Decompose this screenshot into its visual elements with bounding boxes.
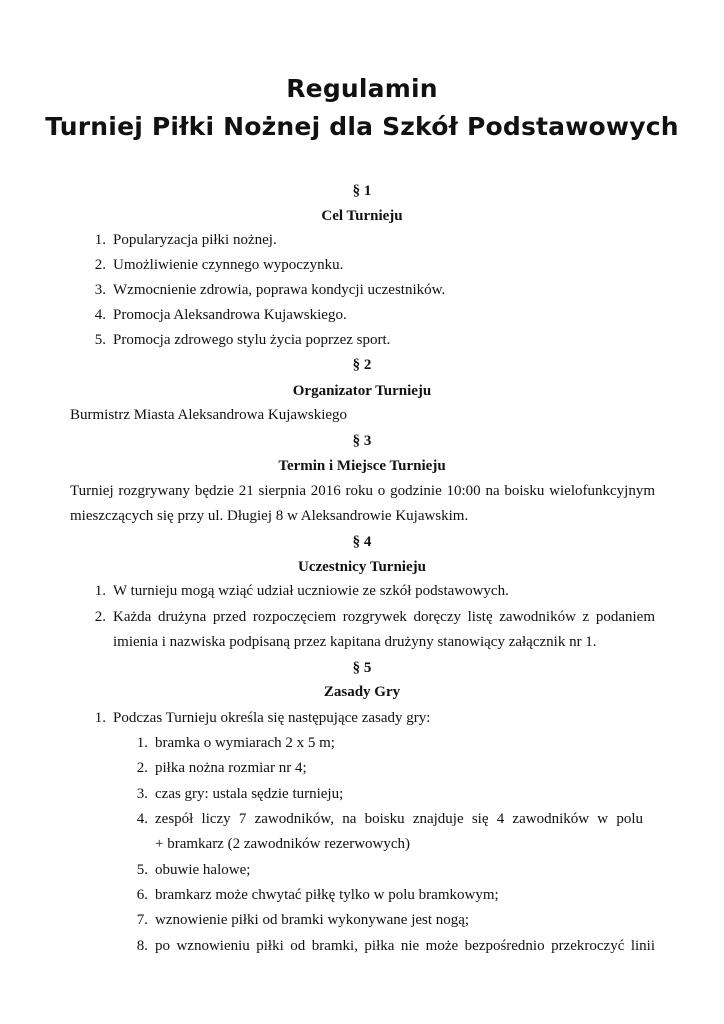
rule-number: 4. <box>136 811 148 827</box>
list-item-number: 3. <box>94 282 106 298</box>
section-2-sign: § 2 <box>352 357 372 373</box>
list-item-number: 1. <box>94 710 106 726</box>
section-1-sign: § 1 <box>352 183 372 199</box>
rule-item: zespół liczy 7 zawodników, na boisku znajduje się 4 zawodników w polu <box>155 811 643 827</box>
rule-item: obuwie halowe; <box>155 862 251 878</box>
section-4-sign: § 4 <box>352 534 372 550</box>
rule-number: 3. <box>136 786 148 802</box>
list-item: Promocja zdrowego stylu życia poprzez sport. <box>113 332 391 348</box>
section-5-heading: Zasady Gry <box>323 684 401 700</box>
list-item-number: 5. <box>94 332 106 348</box>
organizer-text: Burmistrz Miasta Aleksandrowa Kujawskiego <box>70 407 348 423</box>
rule-item: po wznowieniu piłki od bramki, piłka nie może bezpośrednio przekroczyć linii <box>155 938 655 954</box>
rule-number: 1. <box>136 735 148 751</box>
rule-item-continuation: + bramkarz (2 zawodników rezerwowych) <box>155 836 411 852</box>
list-item: Popularyzacja piłki nożnej. <box>113 232 277 248</box>
date-place-line-2: mieszczących się przy ul. Długiej 8 w Aleksandrowie Kujawskim. <box>70 508 469 524</box>
section-3-sign: § 3 <box>352 433 372 449</box>
list-item: Umożliwienie czynnego wypoczynku. <box>113 257 344 273</box>
list-item: Podczas Turnieju określa się następujące zasady gry: <box>113 710 431 726</box>
date-place-line-1: Turniej rozgrywany będzie 21 sierpnia 2016 roku o godzinie 10:00 na boisku wielofunkcyjnym <box>70 483 655 499</box>
section-4-heading: Uczestnicy Turnieju <box>298 559 426 575</box>
document-subtitle: Turniej Piłki Nożnej dla Szkół Podstawowych <box>45 112 679 141</box>
section-3-heading: Termin i Miejsce Turnieju <box>278 458 446 474</box>
rule-number: 2. <box>136 760 148 776</box>
document-title: Regulamin <box>286 74 438 103</box>
rule-item: wznowienie piłki od bramki wykonywane jest nogą; <box>155 912 470 928</box>
rule-item: bramka o wymiarach 2 x 5 m; <box>155 735 335 751</box>
rule-item: piłka nożna rozmiar nr 4; <box>155 760 307 776</box>
rule-item: bramkarz może chwytać piłkę tylko w polu bramkowym; <box>155 887 499 903</box>
section-1-heading: Cel Turnieju <box>321 208 403 224</box>
list-item-number: 1. <box>94 232 106 248</box>
list-item-number: 2. <box>94 609 106 625</box>
rule-number: 5. <box>136 862 148 878</box>
rule-number: 8. <box>136 938 148 954</box>
list-item-continuation: imienia i nazwiska podpisaną przez kapitana drużyny stanowiący załącznik nr 1. <box>113 634 597 650</box>
list-item-number: 2. <box>94 257 106 273</box>
rule-item: czas gry: ustala sędzie turnieju; <box>155 786 344 802</box>
rule-number: 7. <box>136 912 148 928</box>
list-item: Promocja Aleksandrowa Kujawskiego. <box>113 307 347 323</box>
section-2-heading: Organizator Turnieju <box>292 383 432 399</box>
list-item: Wzmocnienie zdrowia, poprawa kondycji uczestników. <box>113 282 446 298</box>
rule-number: 6. <box>136 887 148 903</box>
list-item: W turnieju mogą wziąć udział uczniowie ze szkół podstawowych. <box>113 583 509 599</box>
list-item-number: 1. <box>94 583 106 599</box>
list-item: Każda drużyna przed rozpoczęciem rozgrywek doręczy listę zawodników z podaniem <box>113 609 655 625</box>
list-item-number: 4. <box>94 307 106 323</box>
section-5-sign: § 5 <box>352 660 372 676</box>
